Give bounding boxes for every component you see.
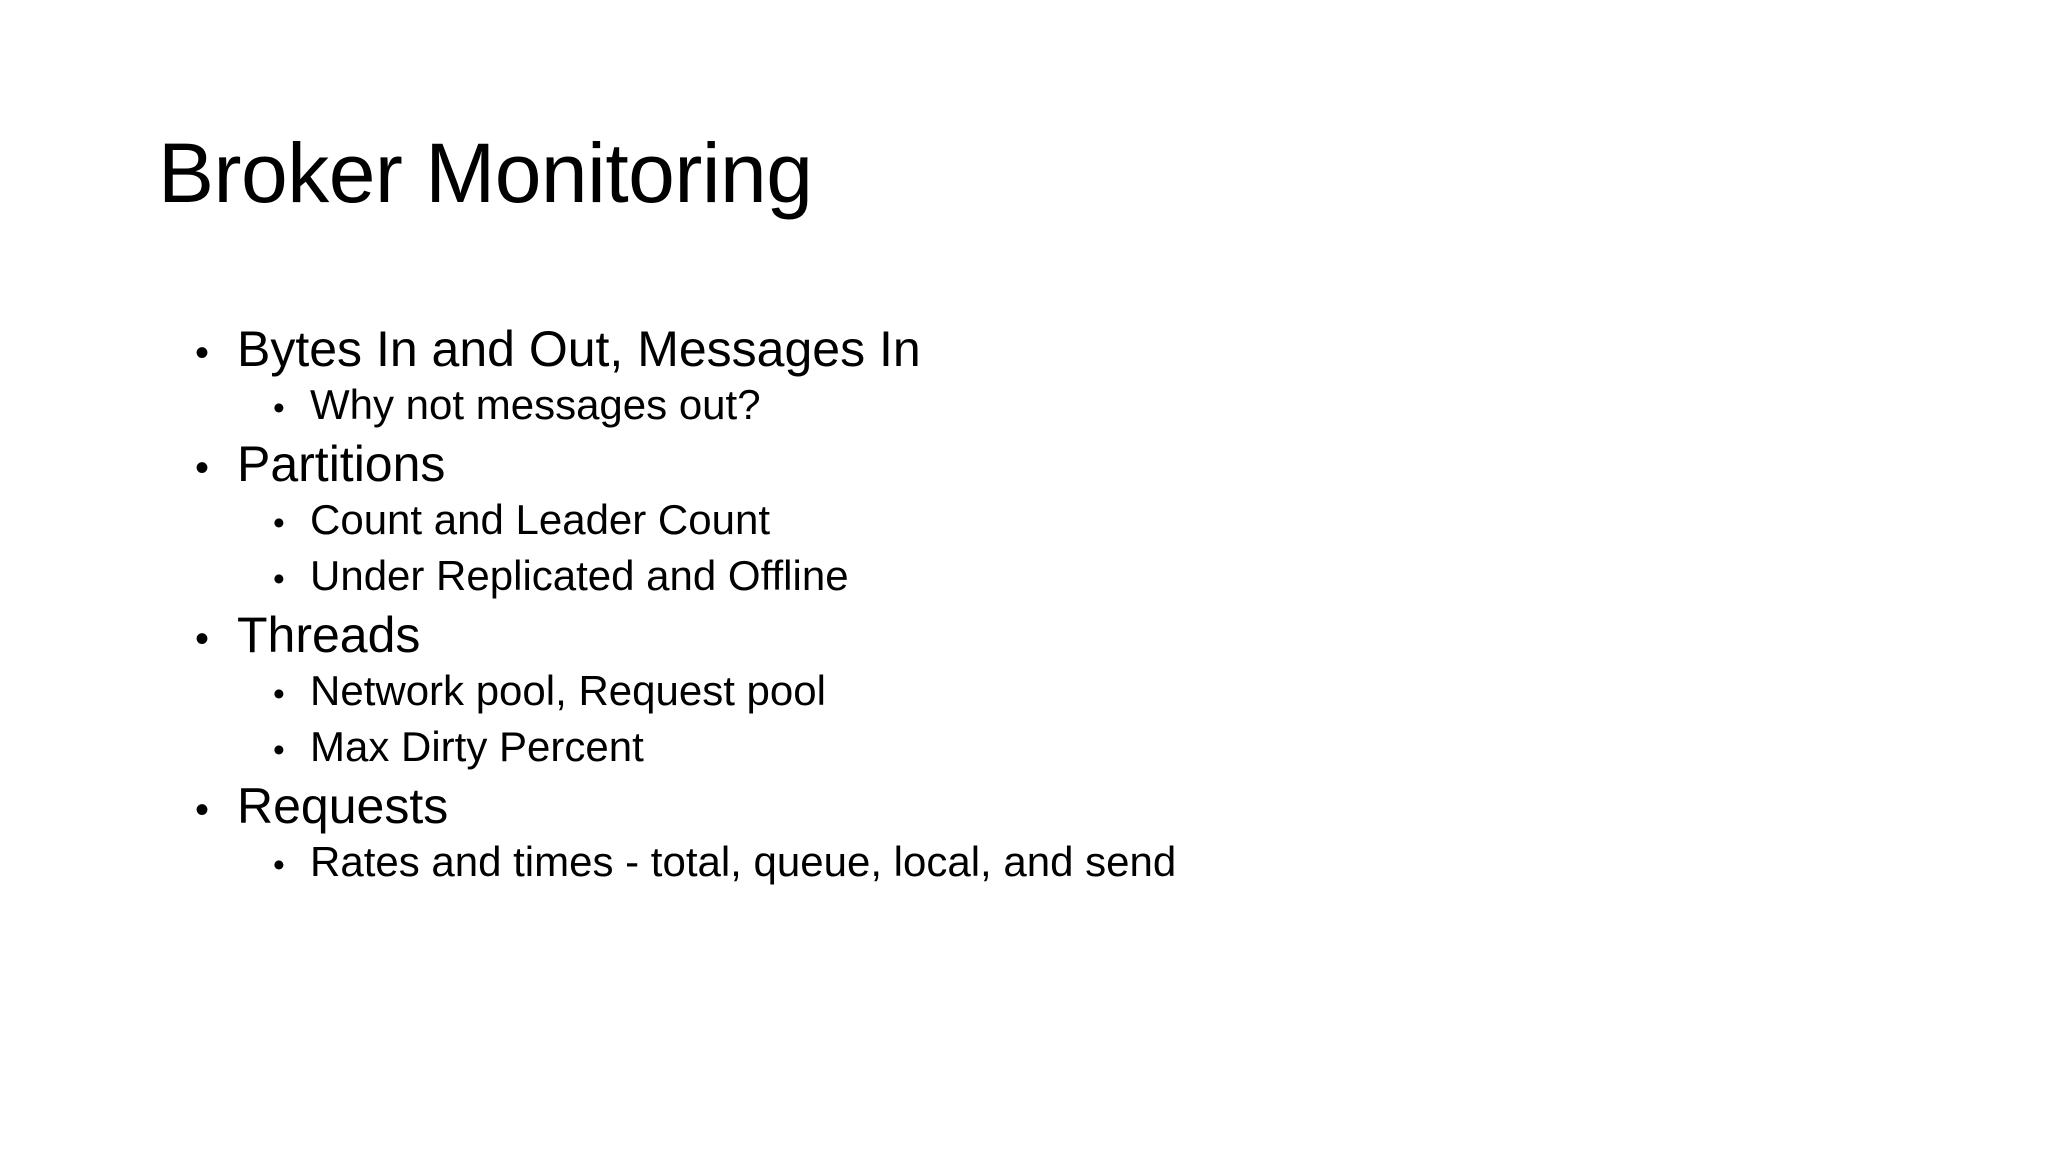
bullet-icon: • <box>273 561 285 598</box>
bullet-icon: • <box>273 676 285 713</box>
bullet-icon: • <box>195 331 210 375</box>
slide-title: Broker Monitoring <box>158 126 813 220</box>
bullet-text: Partitions <box>237 436 446 492</box>
bullet-item-requests <box>195 775 1895 838</box>
sub-bullet-item <box>195 492 1895 548</box>
bullet-text: Threads <box>237 607 421 663</box>
bullet-icon: • <box>273 505 285 542</box>
bullet-icon: • <box>195 446 210 490</box>
sub-bullet-text: Network pool, Request pool <box>310 667 826 714</box>
bullet-list <box>195 318 1895 890</box>
bullet-text: Requests <box>237 778 449 834</box>
sub-bullet-text: Rates and times - total, queue, local, and send <box>310 838 1177 885</box>
bullet-item-threads <box>195 604 1895 667</box>
sub-bullet-item <box>195 719 1895 775</box>
sub-bullet-text: Count and Leader Count <box>310 496 771 543</box>
sub-bullet-text: Max Dirty Percent <box>310 723 644 770</box>
bullet-item-partitions <box>195 433 1895 496</box>
sub-bullet-item <box>195 548 1895 604</box>
bullet-icon: • <box>273 847 285 884</box>
sub-bullet-item <box>195 663 1895 719</box>
bullet-icon: • <box>273 390 285 427</box>
sub-bullet-text: Under Replicated and Offline <box>310 552 849 599</box>
bullet-text: Bytes In and Out, Messages In <box>237 321 921 377</box>
sub-bullet-item <box>195 377 1895 433</box>
sub-bullet-item <box>195 834 1895 890</box>
sub-bullet-text: Why not messages out? <box>310 381 761 428</box>
bullet-item-bytes <box>195 318 1895 381</box>
bullet-icon: • <box>195 617 210 661</box>
bullet-icon: • <box>195 788 210 832</box>
bullet-icon: • <box>273 732 285 769</box>
